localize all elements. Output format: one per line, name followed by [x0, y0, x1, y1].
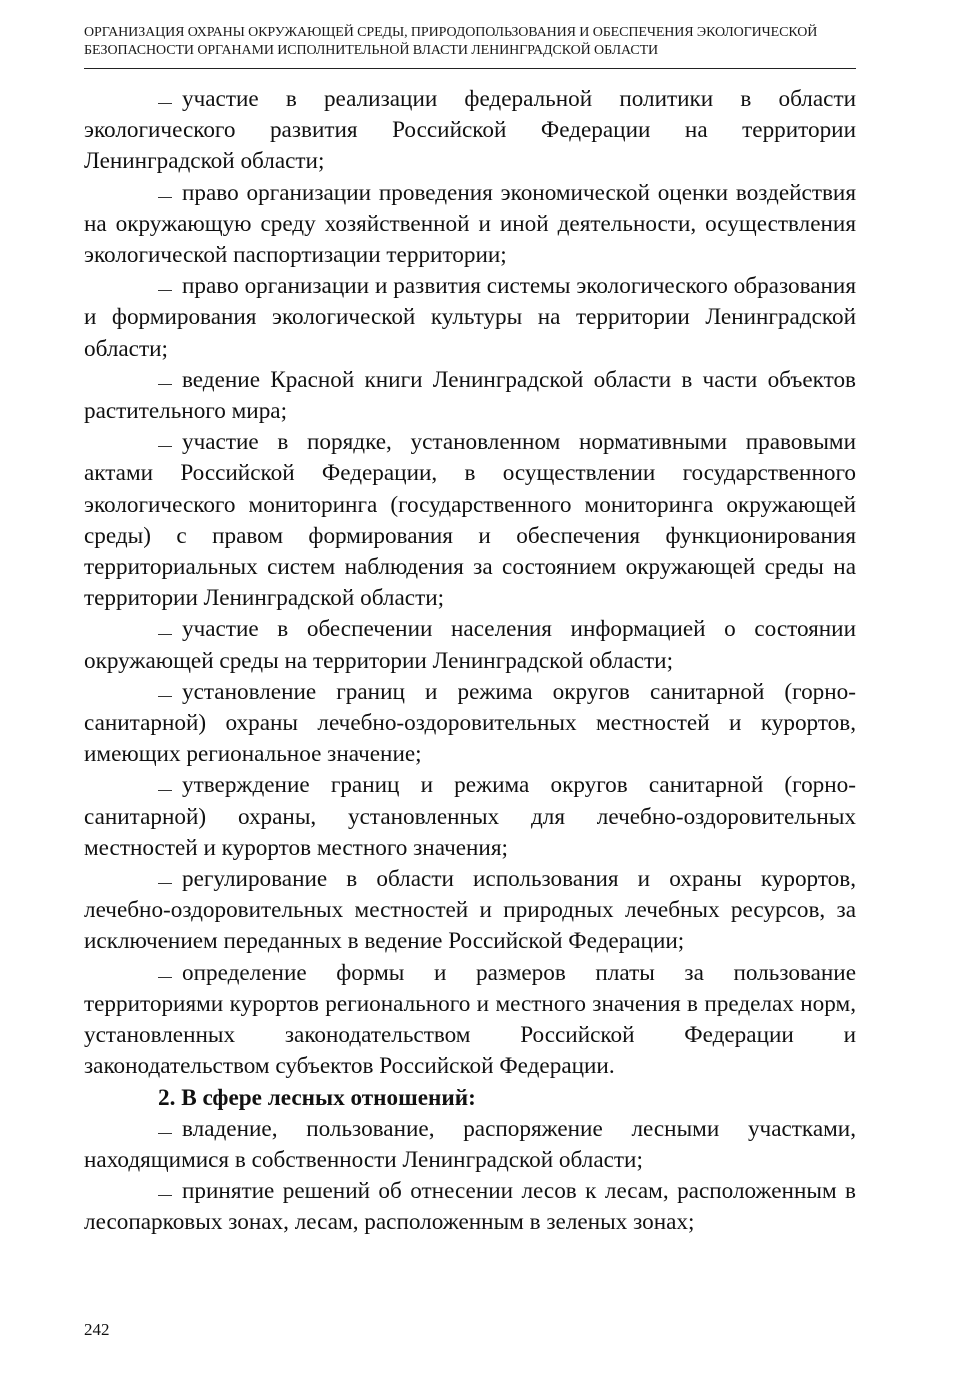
page-number: 242 [84, 1320, 110, 1339]
dash-marker [158, 883, 172, 884]
list-item-text: ведение Красной книги Ленинградской области в части объектов растительного мира; [84, 366, 856, 425]
list-item-text: владение, пользование, распоряжение лесными участками, находящимися в собственности Ленинградской области; [84, 1115, 856, 1173]
list-item [84, 178, 856, 272]
dash-marker [158, 696, 172, 697]
dash-marker [158, 977, 172, 978]
dash-marker [158, 197, 172, 198]
list-item [84, 677, 856, 771]
dash-marker [158, 634, 172, 635]
list-item-text: участие в обеспечении населения информацией о состоянии окружающей среды на территории Ленинградской области; [84, 616, 856, 674]
list-item-text: право организации проведения экономической оценки воздействия на окружающую среду хозяйственной и иной деятельности, осуществления экологической паспортизации территории; [84, 179, 856, 269]
list-item-text: принятие решений об отнесении лесов к лесам, расположенным в лесопарковых зонах, лесам, расположенным в зеленых зонах; [84, 1178, 856, 1236]
header-rule [84, 68, 856, 69]
list-item-text: участие в порядке, установленном нормативными правовыми актами Российской Федерации, в осуществлении государственного экологического мониторинга (государственного мониторинга окружающей среды) с правом формирования и обеспечения функционирования территориальных систем наблюдения за состоянием окружающей среды на территории Ленинградской области; [84, 429, 856, 612]
list-item [84, 1176, 856, 1238]
list-item [84, 365, 856, 427]
list-item [84, 864, 856, 958]
list-item [84, 958, 856, 1083]
dash-marker [158, 1133, 172, 1134]
dash-marker [158, 790, 172, 791]
page-body [84, 84, 856, 1239]
list-item [84, 84, 856, 178]
list-item [84, 770, 856, 864]
dash-marker [158, 446, 172, 447]
dash-marker [158, 384, 172, 385]
list-item-text: утверждение границ и режима округов санитарной (горно-санитарной) охраны, установленных для лечебно-оздоровительных местностей и курортов местного значения; [84, 772, 856, 861]
list-item-text: право организации и развития системы экологического образования и формирования экологической культуры на территории Ленинградской области; [84, 273, 856, 362]
dash-marker [158, 290, 172, 291]
list-item [84, 271, 856, 365]
list-item-text: определение формы и размеров платы за пользование территориями курортов регионального и местного значения в пределах норм, установленных законодательством Российской Федерации и законодательством субъектов Российской Федерации. [84, 959, 856, 1080]
list-item-text: участие в реализации федеральной политики в области экологического развития Российской Федерации на территории Ленинградской области; [84, 86, 856, 175]
list-item [84, 614, 856, 676]
list-item [84, 427, 856, 614]
list-item-text: установление границ и режима округов санитарной (горно-санитарной) охраны лечебно-оздоровительных местностей и курортов, имеющих региональное значение; [84, 678, 856, 768]
list-item [84, 1114, 856, 1176]
list-item-text: регулирование в области использования и охраны курортов, лечебно-оздоровительных местностей и природных лечебных ресурсов, за исключением переданных в ведение Российской Федерации; [84, 866, 856, 955]
section-heading: 2. В сфере лесных отношений: [158, 1084, 476, 1111]
dash-marker [158, 103, 172, 104]
dash-marker [158, 1195, 172, 1196]
running-header: ОРГАНИЗАЦИЯ ОХРАНЫ ОКРУЖАЮЩЕЙ СРЕДЫ, ПРИРОДОПОЛЬЗОВАНИЯ И ОБЕСПЕЧЕНИЯ ЭКОЛОГИЧЕСКОЙ БЕЗОПАСНОСТИ ОРГАНАМИ ИСПОЛНИТЕЛЬНОЙ ВЛАСТИ ЛЕНИНГРАДСКОЙ ОБЛАСТИ [84, 25, 818, 58]
